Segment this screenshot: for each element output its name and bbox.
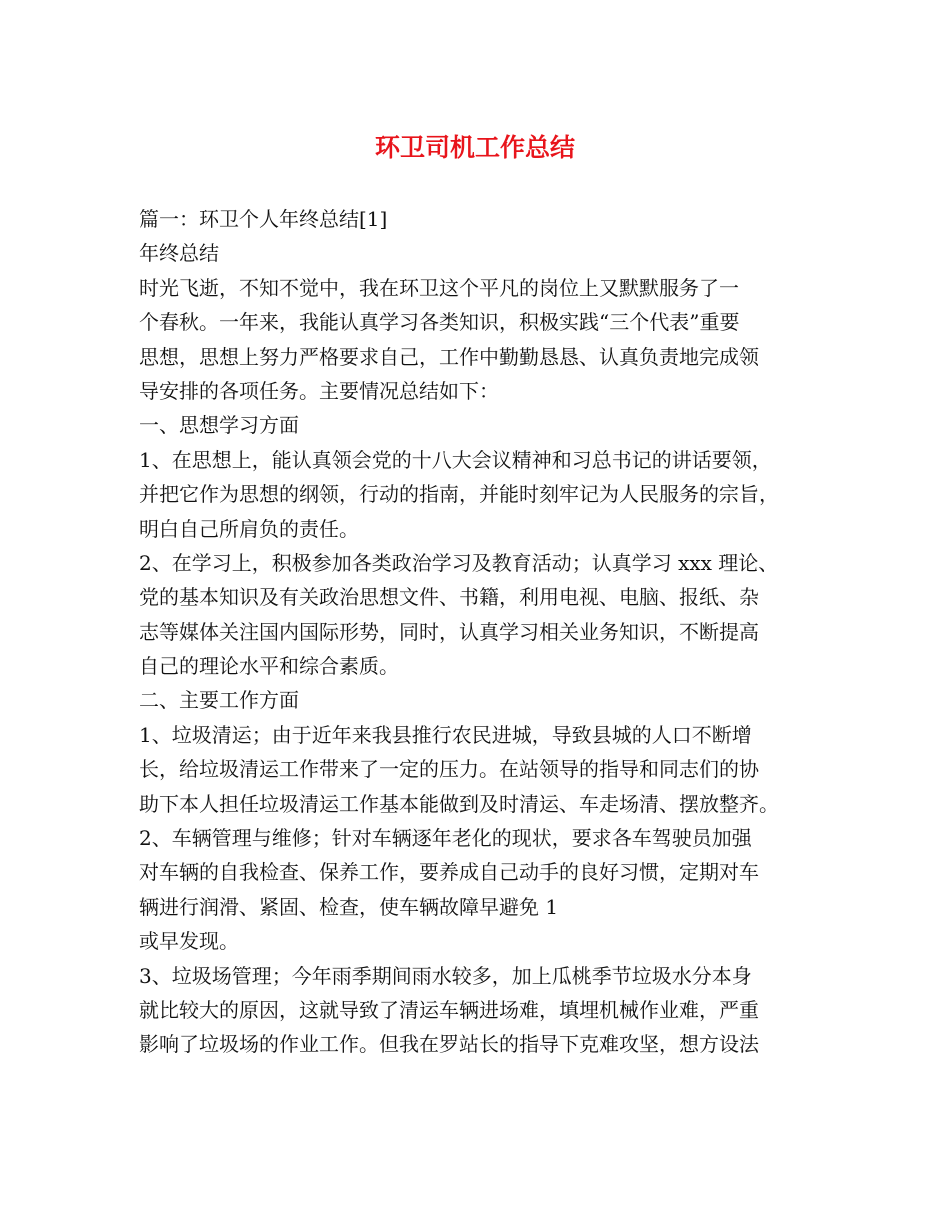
text-line: 就比较大的原因，这就导致了清运车辆进场难，填埋机械作业难，严重: [139, 997, 759, 1022]
text-line: 或早发现。: [139, 929, 239, 954]
text-line: 2、车辆管理与维修；针对车辆逐年老化的现状，要求各车驾驶员加强: [139, 826, 752, 851]
text-line: 党的基本知识及有关政治思想文件、书籍，利用电视、电脑、报纸、杂: [139, 585, 759, 610]
text-line: 辆进行润滑、紧固、检查，使车辆故障早避免 1: [139, 894, 559, 919]
text-line: 2、在学习上，积极参加各类政治学习及教育活动；认真学习 xxx 理论、: [139, 550, 779, 575]
text-line: 导安排的各项任务。主要情况总结如下：: [139, 378, 499, 403]
text-line: 篇一：环卫个人年终总结[1]: [139, 207, 388, 231]
document-title: 环卫司机工作总结: [374, 133, 575, 162]
text-line: 思想，思想上努力严格要求自己，工作中勤勤恳恳、认真负责地完成领: [139, 344, 759, 369]
text-line: 1、垃圾清运；由于近年来我县推行农民进城，导致县城的人口不断增: [139, 722, 752, 747]
text-line: 自己的理论水平和综合素质。: [139, 654, 399, 679]
text-line: 时光飞逝，不知不觉中，我在环卫这个平凡的岗位上又默默服务了一: [139, 275, 739, 300]
text-line: 一、思想学习方面: [139, 413, 299, 438]
document-body: [139, 202, 829, 1062]
text-line: 1、在思想上，能认真领会党的十八大会议精神和习总书记的讲话要领，: [139, 447, 772, 472]
text-line: 二、主要工作方面: [139, 688, 299, 713]
text-line: 影响了垃圾场的作业工作。但我在罗站长的指导下克难攻坚，想方设法: [139, 1032, 759, 1057]
text-line: 年终总结: [139, 241, 219, 266]
text-line: 明白自己所肩负的责任。: [139, 516, 359, 541]
text-line: 个春秋。一年来，我能认真学习各类知识，积极实践“三个代表”重要: [139, 310, 740, 335]
text-line: 志等媒体关注国内国际形势，同时，认真学习相关业务知识，不断提高: [139, 619, 759, 644]
text-line: 3、垃圾场管理；今年雨季期间雨水较多，加上瓜桃季节垃圾水分本身: [139, 963, 752, 988]
text-line: 长，给垃圾清运工作带来了一定的压力。在站领导的指导和同志们的协: [139, 757, 759, 782]
text-line: 对车辆的自我检查、保养工作，要养成自己动手的良好习惯，定期对车: [139, 860, 759, 885]
text-line: 并把它作为思想的纲领，行动的指南，并能时刻牢记为人民服务的宗旨，: [139, 482, 779, 507]
text-line: 助下本人担任垃圾清运工作基本能做到及时清运、车走场清、摆放整齐。: [139, 791, 779, 816]
